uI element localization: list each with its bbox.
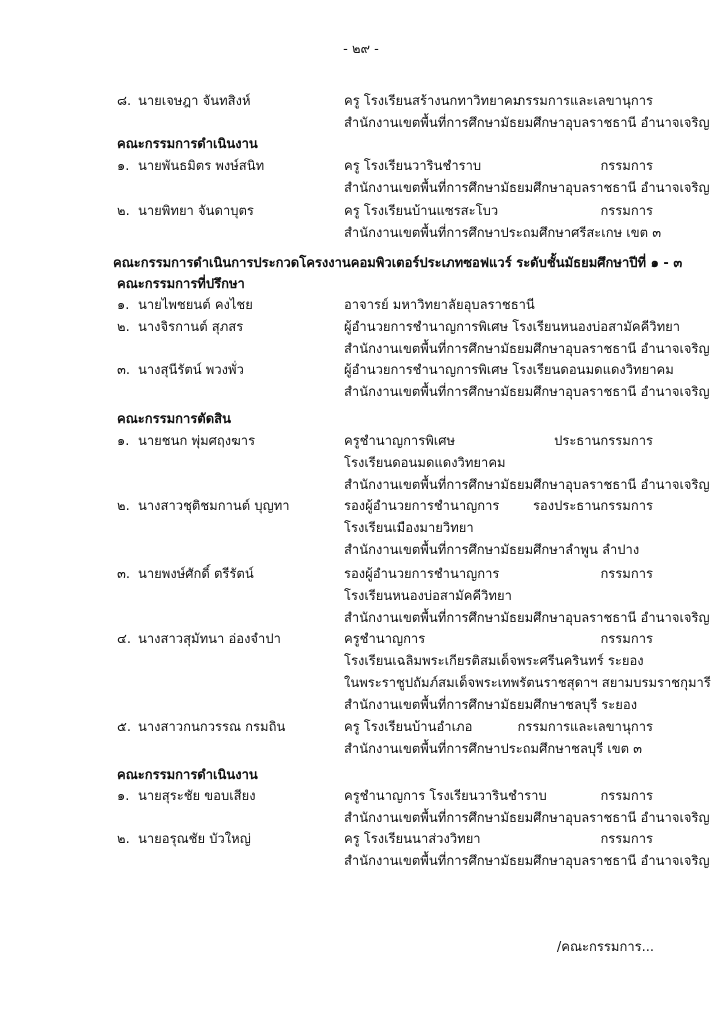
position-line: ครู โรงเรียนบ้านอำเภอ	[344, 720, 473, 735]
continuation-footer: /คณะกรรมการ...	[556, 940, 654, 955]
position-line: สำนักงานเขตพื้นที่การศึกษามัธยมศึกษาอุบลราชธานี อำนาจเจริญ	[344, 181, 710, 196]
member-name: นายชนก พุ่มศฤงฆาร	[138, 434, 256, 449]
position-line: สำนักงานเขตพื้นที่การศึกษามัธยมศึกษาอุบลราชธานี อำนาจเจริญ	[344, 478, 710, 493]
member-name: นางสาวชุติชมกานต์ บุญทา	[138, 499, 290, 514]
committee-role: กรรมการ	[600, 832, 653, 847]
committee-role: กรรมการ	[600, 159, 653, 174]
member-name: นายไพชยนต์ คงไชย	[138, 298, 253, 313]
position-line: ในพระราชูปถัมภ์สมเด็จพระเทพรัตนราชสุดาฯ สยามบรมราชกุมารี	[344, 676, 711, 691]
entry-index: ๒.	[117, 499, 130, 514]
member-name: นายสุระชัย ขอบเสียง	[138, 789, 256, 804]
section-heading: คณะกรรมการตัดสิน	[117, 412, 232, 427]
position-line: ครู โรงเรียนสร้างนกทาวิทยาคม	[344, 94, 522, 109]
member-name: นางสาวกนกวรรณ กรมถิน	[138, 720, 286, 735]
position-line: ครูชำนาญการพิเศษ	[344, 434, 456, 449]
entry-index: ๘.	[117, 94, 132, 109]
position-line: สำนักงานเขตพื้นที่การศึกษาประถมศึกษาศรีสะเกษ เขต ๓	[344, 226, 662, 241]
entry-index: ๓.	[117, 363, 131, 378]
position-line: สำนักงานเขตพื้นที่การศึกษามัธยมศึกษาอุบลราชธานี อำนาจเจริญ	[344, 854, 710, 869]
member-name: นายพิทยา จันดาบุตร	[138, 204, 254, 219]
position-line: สำนักงานเขตพื้นที่การศึกษามัธยมศึกษาอุบลราชธานี อำนาจเจริญ	[344, 385, 710, 400]
entry-index: ๓.	[117, 567, 131, 582]
position-line: ครู โรงเรียนวารินชำราบ	[344, 159, 482, 174]
page-number: - ๒๙ -	[343, 42, 379, 57]
section-heading: คณะกรรมการที่ปรึกษา	[117, 277, 245, 292]
entry-index: ๒.	[117, 320, 130, 335]
position-line: สำนักงานเขตพื้นที่การศึกษามัธยมศึกษาลำพูน ลำปาง	[344, 543, 640, 558]
entry-index: ๑.	[117, 159, 130, 174]
committee-role: กรรมการและเลขานุการ	[517, 720, 653, 735]
committee-role: กรรมการ	[600, 789, 653, 804]
entry-index: ๑.	[117, 789, 130, 804]
position-line: สำนักงานเขตพื้นที่การศึกษามัธยมศึกษาอุบลราชธานี อำนาจเจริญ	[344, 116, 710, 131]
entry-index: ๒.	[117, 204, 130, 219]
position-line: รองผู้อำนวยการชำนาญการ	[344, 567, 500, 582]
position-line: ครูชำนาญการ	[344, 632, 426, 647]
position-line: สำนักงานเขตพื้นที่การศึกษาประถมศึกษาชลบุรี เขต ๓	[344, 742, 643, 757]
position-line: สำนักงานเขตพื้นที่การศึกษามัธยมศึกษาอุบลราชธานี อำนาจเจริญ	[344, 811, 710, 826]
member-name: นายเจษฎา จันทสิงห์	[138, 94, 251, 109]
section-heading: คณะกรรมการดำเนินงาน	[117, 137, 258, 152]
position-line: โรงเรียนหนองบ่อสามัคคีวิทยา	[344, 589, 512, 604]
position-line: รองผู้อำนวยการชำนาญการ	[344, 499, 500, 514]
member-name: นางสุนีรัตน์ พวงพั่ว	[138, 363, 244, 378]
position-line: สำนักงานเขตพื้นที่การศึกษามัธยมศึกษาอุบลราชธานี อำนาจเจริญ	[344, 342, 710, 357]
entry-index: ๑.	[117, 434, 130, 449]
member-name: นายอรุณชัย บัวใหญ่	[138, 832, 251, 847]
member-name: นางจิรกานต์ สุภสร	[138, 320, 244, 335]
section-heading: คณะกรรมการดำเนินการประกวดโครงงานคอมพิวเตอร์ประเภทซอฟแวร์ ระดับชั้นมัธยมศึกษาปีที่ ๑ - ๓	[113, 256, 683, 271]
position-line: โรงเรียนเมืองมายวิทยา	[344, 521, 474, 536]
entry-index: ๕.	[117, 720, 131, 735]
member-name: นางสาวสุมัทนา อ่องจำปา	[138, 632, 281, 647]
position-line: ครู โรงเรียนบ้านแซรสะโบว	[344, 204, 499, 219]
position-line: โรงเรียนเฉลิมพระเกียรติสมเด็จพระศรีนครินทร์ ระยอง	[344, 654, 644, 669]
position-line: อาจารย์ มหาวิทยาลัยอุบลราชธานี	[344, 298, 535, 313]
committee-role: กรรมการ	[600, 567, 653, 582]
member-name: นายพงษ์ศักดิ์ ตรีรัตน์	[138, 567, 254, 582]
position-line: ครูชำนาญการ โรงเรียนวารินชำราบ	[344, 789, 547, 804]
entry-index: ๑.	[117, 298, 130, 313]
section-heading: คณะกรรมการดำเนินงาน	[117, 768, 258, 783]
member-name: นายพันธมิตร พงษ์สนิท	[138, 159, 265, 174]
position-line: ผู้อำนวยการชำนาญการพิเศษ โรงเรียนดอนมดแดงวิทยาคม	[344, 363, 674, 378]
position-line: โรงเรียนดอนมดแดงวิทยาคม	[344, 456, 506, 471]
position-line: สำนักงานเขตพื้นที่การศึกษามัธยมศึกษาชลบุรี ระยอง	[344, 698, 638, 713]
entry-index: ๔.	[117, 632, 131, 647]
position-line: สำนักงานเขตพื้นที่การศึกษามัธยมศึกษาอุบลราชธานี อำนาจเจริญ	[344, 611, 710, 626]
entry-index: ๒.	[117, 832, 130, 847]
committee-role: รองประธานกรรมการ	[532, 499, 653, 514]
position-line: ผู้อำนวยการชำนาญการพิเศษ โรงเรียนหนองบ่อสามัคคีวิทยา	[344, 320, 681, 335]
committee-role: กรรมการ	[600, 632, 653, 647]
committee-role: กรรมการ	[600, 204, 653, 219]
committee-role: กรรมการและเลขานุการ	[517, 94, 653, 109]
position-line: ครู โรงเรียนนาส่วงวิทยา	[344, 832, 481, 847]
committee-role: ประธานกรรมการ	[554, 434, 653, 449]
